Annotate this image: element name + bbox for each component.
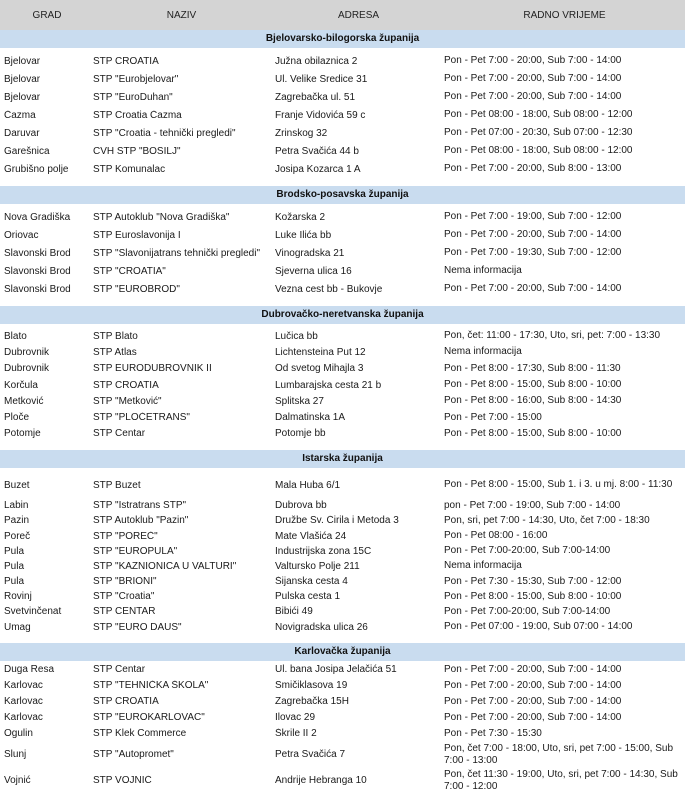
- cell-grad: Pazin: [4, 515, 30, 527]
- cell-adresa: Vinogradska 21: [275, 247, 345, 259]
- cell-radno-vrijeme: Pon - Pet 7:00 - 15:00: [444, 411, 542, 423]
- cell-radno-vrijeme: Pon - Pet 7:00 - 20:00, Sub 7:00 - 14:00: [444, 283, 622, 294]
- cell-radno-vrijeme: Pon - Pet 7:00 - 20:00, Sub 7:00 - 14:00: [444, 55, 622, 66]
- cell-adresa: Kožarska 2: [275, 211, 326, 223]
- table-row: [0, 52, 685, 70]
- cell-adresa: Sjeverna ulica 16: [275, 265, 352, 277]
- table-row: [0, 160, 685, 178]
- table-row: [0, 88, 685, 106]
- cell-grad: Bjelovar: [4, 55, 41, 67]
- table-row: [0, 393, 685, 409]
- cell-adresa: Andrije Hebranga 10: [275, 775, 367, 787]
- table-row: [0, 208, 685, 226]
- cell-radno-vrijeme: Pon - Pet 7:00 - 20:00, Sub 7:00 - 14:00: [444, 663, 622, 675]
- cell-naziv: STP Centar: [93, 664, 146, 676]
- cell-radno-vrijeme: Pon - Pet 8:00 - 15:00, Sub 8:00 - 10:00: [444, 379, 622, 391]
- cell-radno-vrijeme: Nema informacija: [444, 346, 522, 358]
- cell-radno-vrijeme: Pon, sri, pet 7:00 - 14:30, Uto, čet 7:00 - 18:30: [444, 514, 650, 526]
- table-row: [0, 768, 685, 794]
- cell-grad: Oriovac: [4, 229, 39, 241]
- cell-radno-vrijeme: Pon - Pet 7:30 - 15:30, Sub 7:00 - 12:00: [444, 575, 622, 587]
- county-heading: Bjelovarsko-bilogorska županija: [0, 30, 685, 48]
- table-row: [0, 409, 685, 425]
- table-row: [0, 226, 685, 244]
- column-header-naziv: NAZIV: [166, 9, 197, 21]
- cell-naziv: STP "EUROBROD": [93, 283, 180, 295]
- cell-grad: Slunj: [4, 749, 27, 761]
- cell-grad: Blato: [4, 330, 27, 342]
- cell-adresa: Škrile II 2: [275, 728, 317, 740]
- cell-naziv: STP Autoklub "Pazin": [93, 515, 189, 527]
- cell-radno-vrijeme: Pon - Pet 7:00 - 20:00, Sub 7:00 - 14:00: [444, 695, 622, 707]
- column-header-radno-vrijeme: RADNO VRIJEME: [523, 9, 606, 21]
- table-row: [0, 377, 685, 393]
- table-row: [0, 620, 685, 635]
- cell-adresa: Ilovac 29: [275, 712, 316, 724]
- table-row: [0, 124, 685, 142]
- cell-naziv: STP Atlas: [93, 346, 137, 358]
- table-row: [0, 742, 685, 768]
- cell-adresa: Novigradska ulica 26: [275, 621, 368, 633]
- county-heading: Dubrovačko-neretvanska županija: [0, 306, 685, 324]
- county-heading: Karlovačka županija: [0, 643, 685, 661]
- cell-naziv: STP "Croatia - tehnički pregledi": [93, 127, 236, 139]
- cell-radno-vrijeme: Pon - Pet 07:00 - 20:30, Sub 07:00 - 12:30: [444, 127, 633, 138]
- cell-radno-vrijeme: Pon - Pet 07:00 - 19:00, Sub 07:00 - 14:00: [444, 621, 633, 633]
- cell-radno-vrijeme: Pon - Pet 7:00 - 20:00, Sub 7:00 - 14:00: [444, 73, 622, 84]
- cell-grad: Daruvar: [4, 127, 40, 139]
- cell-adresa: Industrijska zona 15C: [275, 545, 372, 557]
- cell-adresa: Ul. bana Josipa Jelačića 51: [275, 664, 397, 676]
- cell-naziv: STP Croatia Čazma: [93, 109, 182, 121]
- cell-grad: Dubrovnik: [4, 346, 50, 358]
- cell-naziv: STP "BRIONI": [93, 576, 157, 588]
- cell-naziv: STP "EUROPULA": [93, 545, 178, 557]
- table-row: [0, 589, 685, 604]
- table-row: [0, 244, 685, 262]
- cell-adresa: Od svetog Mihajla 3: [275, 363, 364, 375]
- cell-naziv: STP "KAZNIONICA U VALTURI": [93, 560, 237, 572]
- cell-grad: Karlovac: [4, 712, 43, 724]
- cell-naziv: STP Klek Commerce: [93, 728, 187, 740]
- cell-naziv: STP CENTAR: [93, 606, 156, 618]
- cell-radno-vrijeme: Nema informacija: [444, 560, 522, 572]
- cell-naziv: STP "EURO DAUS": [93, 621, 182, 633]
- cell-naziv: STP Komunalac: [93, 163, 166, 175]
- cell-grad: Potomje: [4, 428, 41, 440]
- cell-grad: Labin: [4, 500, 29, 512]
- county-section: [0, 450, 685, 635]
- cell-radno-vrijeme: pon - Pet 7:00 - 19:00, Sub 7:00 - 14:00: [444, 499, 621, 511]
- table-row: [0, 106, 685, 124]
- cell-grad: Čazma: [4, 109, 36, 121]
- cell-naziv: CVH STP "BOSILJ": [93, 145, 181, 157]
- cell-naziv: STP Euroslavonija I: [93, 229, 181, 241]
- cell-grad: Korčula: [4, 379, 38, 391]
- cell-radno-vrijeme: Pon - Pet 7:00 - 20:00, Sub 8:00 - 13:00: [444, 163, 622, 174]
- cell-adresa: Zagrebačka 15H: [275, 696, 349, 708]
- cell-naziv: STP "Autopromet": [93, 749, 174, 761]
- cell-naziv: STP CROATIA: [93, 379, 159, 391]
- cell-naziv: STP "POREČ": [93, 530, 158, 542]
- county-heading: Brodsko-posavska županija: [0, 186, 685, 204]
- cell-grad: Ploče: [4, 412, 30, 424]
- cell-adresa: Šijanska cesta 4: [275, 576, 348, 588]
- table-row: [0, 426, 685, 442]
- cell-radno-vrijeme: Pon, čet 7:00 - 18:00, Uto, sri, pet 7:00 - 15:00, Sub 7:00 - 13:00: [444, 742, 674, 766]
- cell-adresa: Petra Svačića 7: [275, 749, 346, 761]
- cell-naziv: STP Blato: [93, 330, 138, 342]
- cell-radno-vrijeme: Pon - Pet 8:00 - 15:00, Sub 8:00 - 10:00: [444, 590, 622, 602]
- cell-adresa: Dubrova bb: [275, 500, 327, 512]
- cell-adresa: Vezna cest bb - Bukovje: [275, 283, 383, 295]
- cell-naziv: STP "EuroDuhan": [93, 91, 173, 103]
- cell-grad: Nova Gradiška: [4, 211, 71, 223]
- cell-adresa: Lumbarajska cesta 21 b: [275, 379, 382, 391]
- table-row: [0, 472, 685, 498]
- column-header-adresa: ADRESA: [337, 9, 380, 21]
- cell-adresa: Franje Vidovića 59 c: [275, 109, 366, 121]
- cell-adresa: Bibići 49: [275, 606, 313, 618]
- cell-grad: Umag: [4, 621, 31, 633]
- cell-grad: Pula: [4, 560, 25, 572]
- cell-grad: Poreč: [4, 530, 31, 542]
- cell-grad: Garešnica: [4, 145, 50, 157]
- cell-naziv: STP Centar: [93, 428, 146, 440]
- cell-grad: Duga Resa: [4, 664, 55, 676]
- cell-radno-vrijeme: Nema informacija: [444, 265, 522, 276]
- cell-naziv: STP CROATIA: [93, 696, 159, 708]
- cell-adresa: Josipa Kozarca 1 A: [275, 163, 361, 175]
- cell-grad: Buzet: [4, 479, 30, 491]
- table-row: [0, 678, 685, 694]
- cell-naziv: STP EURODUBROVNIK II: [93, 363, 212, 375]
- table-row: [0, 262, 685, 280]
- cell-radno-vrijeme: Pon - Pet 8:00 - 17:30, Sub 8:00 - 11:30: [444, 362, 621, 374]
- cell-naziv: STP "Eurobjelovar": [93, 73, 179, 85]
- cell-grad: Dubrovnik: [4, 363, 50, 375]
- cell-naziv: STP "PLOČETRANS": [93, 412, 190, 424]
- cell-radno-vrijeme: Pon - Pet 7:00-20:00, Sub 7:00-14:00: [444, 605, 611, 617]
- cell-naziv: STP "Istratrans STP": [93, 500, 187, 512]
- cell-radno-vrijeme: Pon - Pet 7:00 - 19:30, Sub 7:00 - 12:00: [444, 247, 622, 258]
- cell-grad: Grubišno polje: [4, 163, 69, 175]
- cell-radno-vrijeme: Pon - Pet 7:00-20:00, Sub 7:00-14:00: [444, 545, 611, 557]
- county-section: [0, 643, 685, 794]
- cell-adresa: Družbe Sv. Ćirila i Metoda 3: [275, 515, 399, 527]
- county-section: [0, 30, 685, 178]
- table-row: [0, 604, 685, 619]
- table-row: [0, 344, 685, 360]
- cell-grad: Slavonski Brod: [4, 247, 71, 259]
- table-row: [0, 694, 685, 710]
- cell-grad: Slavonski Brod: [4, 283, 71, 295]
- table-row: [0, 726, 685, 742]
- cell-radno-vrijeme: Pon - Pet 7:00 - 19:00, Sub 7:00 - 12:00: [444, 211, 622, 222]
- cell-grad: Vojnić: [4, 775, 31, 787]
- table-body: [0, 30, 685, 794]
- cell-radno-vrijeme: Pon - Pet 7:00 - 20:00, Sub 7:00 - 14:00: [444, 679, 622, 691]
- table-row: [0, 544, 685, 559]
- table-row: [0, 280, 685, 298]
- table-row: [0, 574, 685, 589]
- cell-grad: Karlovac: [4, 696, 43, 708]
- cell-naziv: STP "EUROKARLOVAC": [93, 712, 205, 724]
- cell-radno-vrijeme: Pon - Pet 08:00 - 16:00: [444, 530, 548, 542]
- cell-adresa: Splitska 27: [275, 395, 324, 407]
- county-section: [0, 186, 685, 298]
- cell-grad: Rovinj: [4, 591, 32, 603]
- cell-adresa: Zrinskog 32: [275, 127, 328, 139]
- cell-naziv: STP "CROATIA": [93, 265, 166, 277]
- county-heading: Istarska županija: [0, 450, 685, 468]
- cell-radno-vrijeme: Pon, čet 11:30 - 19:00, Uto, sri, pet 7:00 - 14:30, Sub 7:00 - 12:00: [444, 768, 678, 792]
- table-row: [0, 142, 685, 160]
- cell-grad: Pula: [4, 545, 25, 557]
- county-section: [0, 306, 685, 442]
- table-row: [0, 328, 685, 344]
- cell-naziv: STP "Croatia": [93, 591, 155, 603]
- table-row: [0, 559, 685, 574]
- table-row: [0, 528, 685, 543]
- table-row: [0, 70, 685, 88]
- table-row: [0, 513, 685, 528]
- cell-grad: Pula: [4, 576, 25, 588]
- cell-naziv: STP "Slavonijatrans tehnički pregledi": [93, 247, 261, 259]
- table-row: [0, 498, 685, 513]
- cell-naziv: STP "TEHNIČKA ŠKOLA": [93, 680, 209, 692]
- cell-adresa: Valtursko Polje 211: [275, 560, 360, 572]
- cell-naziv: STP CROATIA: [93, 55, 159, 67]
- cell-radno-vrijeme: Pon, čet: 11:00 - 17:30, Uto, sri, pet: 7:00 - 13:30: [444, 330, 661, 342]
- cell-adresa: Dalmatinska 1A: [275, 412, 346, 424]
- cell-radno-vrijeme: Pon - Pet 7:00 - 20:00, Sub 7:00 - 14:00: [444, 229, 622, 240]
- cell-radno-vrijeme: Pon - Pet 8:00 - 15:00, Sub 8:00 - 10:00: [444, 427, 622, 439]
- cell-grad: Ogulin: [4, 728, 33, 740]
- cell-adresa: Mate Vlašića 24: [275, 530, 347, 542]
- cell-grad: Bjelovar: [4, 91, 41, 103]
- cell-grad: Slavonski Brod: [4, 265, 71, 277]
- cell-grad: Metković: [4, 395, 44, 407]
- cell-adresa: Zagrebačka ul. 51: [275, 91, 356, 103]
- cell-adresa: Pulska cesta 1: [275, 591, 341, 603]
- cell-grad: Bjelovar: [4, 73, 41, 85]
- cell-adresa: Petra Svačića 44 b: [275, 145, 359, 157]
- cell-adresa: Južna obilaznica 2: [275, 55, 358, 67]
- cell-adresa: Lučica bb: [275, 330, 318, 342]
- cell-grad: Karlovac: [4, 680, 43, 692]
- cell-radno-vrijeme: Pon - Pet 8:00 - 15:00, Sub 1. i 3. u mj. 8:00 - 11:30: [444, 479, 673, 491]
- table-row: [0, 710, 685, 726]
- table-row: [0, 662, 685, 678]
- cell-adresa: Mala Huba 6/1: [275, 479, 341, 491]
- table-header: [0, 0, 685, 30]
- cell-radno-vrijeme: Pon - Pet 08:00 - 18:00, Sub 08:00 - 12:00: [444, 109, 633, 120]
- cell-adresa: Potomje bb: [275, 428, 326, 440]
- cell-naziv: STP Autoklub "Nova Gradiška": [93, 211, 230, 223]
- cell-naziv: STP Buzet: [93, 479, 141, 491]
- cell-adresa: Luke Ilića bb: [275, 229, 332, 241]
- column-header-grad: GRAD: [32, 9, 62, 21]
- cell-naziv: STP "Metković": [93, 395, 162, 407]
- cell-radno-vrijeme: Pon - Pet 08:00 - 18:00, Sub 08:00 - 12:00: [444, 145, 633, 156]
- cell-naziv: STP VOJNIĆ: [93, 775, 152, 787]
- cell-adresa: Ul. Velike Sredice 31: [275, 73, 368, 85]
- table-row: [0, 361, 685, 377]
- cell-radno-vrijeme: Pon - Pet 7:00 - 20:00, Sub 7:00 - 14:00: [444, 711, 622, 723]
- cell-adresa: Lichtensteina Put 12: [275, 346, 366, 358]
- cell-adresa: Smičiklasova 19: [275, 680, 348, 692]
- cell-radno-vrijeme: Pon - Pet 7:30 - 15:30: [444, 727, 542, 739]
- cell-grad: Svetvinčenat: [4, 606, 62, 618]
- cell-radno-vrijeme: Pon - Pet 8:00 - 16:00, Sub 8:00 - 14:30: [444, 395, 622, 407]
- cell-radno-vrijeme: Pon - Pet 7:00 - 20:00, Sub 7:00 - 14:00: [444, 91, 622, 102]
